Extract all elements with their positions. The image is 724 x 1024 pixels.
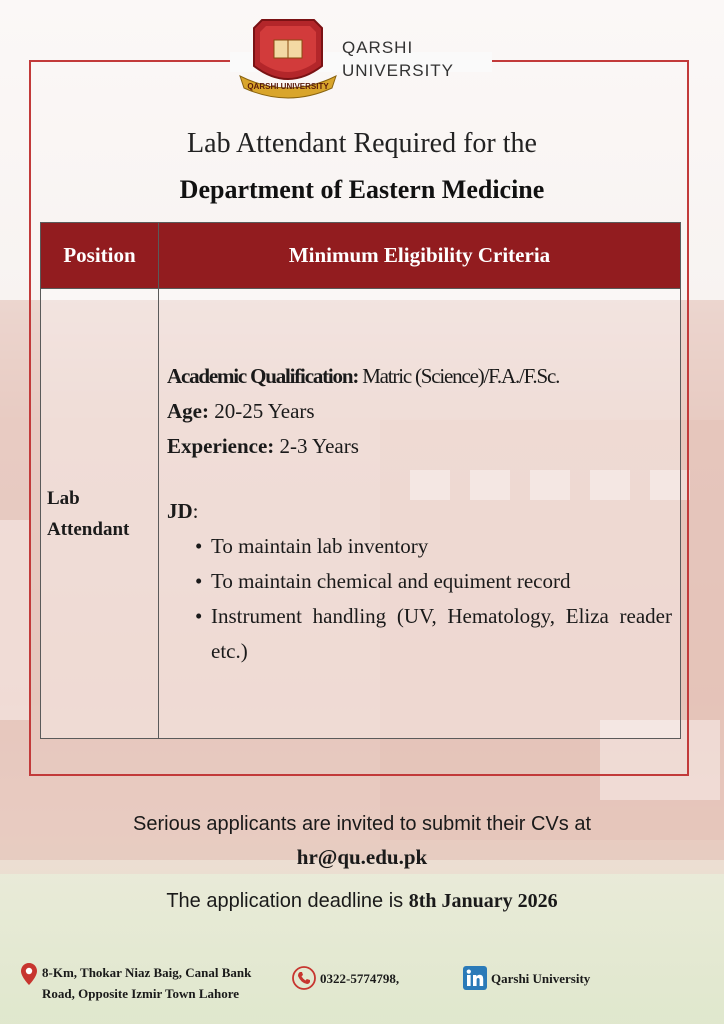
jd-label: JD xyxy=(167,498,193,523)
department-heading: Department of Eastern Medicine xyxy=(179,175,545,204)
criteria-header: Minimum Eligibility Criteria xyxy=(159,223,681,289)
email-link[interactable]: hr@qu.edu.pk xyxy=(296,845,428,869)
list-item: • To maintain lab inventory xyxy=(195,529,672,564)
jd-heading xyxy=(167,494,672,529)
qualification-value: Matric (Science)/F.A./F.Sc. xyxy=(362,363,560,388)
address-text: 8-Km, Thokar Niaz Baig, Canal Bank Road, Opposite Izmir Town Lahore xyxy=(42,965,252,1001)
table-header-row xyxy=(41,223,681,289)
qualification-line xyxy=(167,359,672,394)
phone-icon xyxy=(292,966,316,990)
age-value: 20-25 Years xyxy=(214,398,315,423)
linkedin-block xyxy=(463,966,590,990)
jd-list xyxy=(195,529,672,669)
experience-value: 2-3 Years xyxy=(279,433,359,458)
phone-number[interactable]: 0322-5774798, xyxy=(320,970,400,986)
position-header: Position xyxy=(41,223,159,289)
qarshi-university-logo xyxy=(236,14,340,104)
address-block xyxy=(20,962,254,1004)
position-line2: Attendant xyxy=(47,518,130,540)
criteria-cell xyxy=(159,289,681,739)
experience-label: Experience: xyxy=(167,433,275,458)
qualification-label: Academic Qualification: xyxy=(167,363,359,388)
deadline-prefix: The application deadline is xyxy=(166,890,409,912)
linkedin-link[interactable]: Qarshi University xyxy=(491,970,591,986)
jd-colon: : xyxy=(192,498,199,523)
position-line1: Lab xyxy=(47,487,80,509)
list-item: • To maintain chemical and equiment record xyxy=(195,564,672,599)
deadline-text xyxy=(0,890,724,913)
application-invite-text: Serious applicants are invited to submit their CVs at xyxy=(133,813,591,835)
list-item: • Instrument handling (UV, Hematology, Eliza reader etc.) xyxy=(195,599,672,669)
criteria-table xyxy=(40,222,681,739)
logo-wordmark xyxy=(342,36,454,82)
svg-text:QARSHI UNIVERSITY: QARSHI UNIVERSITY xyxy=(247,82,329,91)
phone-block xyxy=(292,966,399,990)
logo-wordmark-line2: UNIVERSITY xyxy=(342,61,455,80)
contact-footer xyxy=(0,962,724,1024)
experience-line xyxy=(167,429,672,464)
linkedin-icon xyxy=(463,966,487,990)
position-cell xyxy=(41,289,159,739)
logo-wordmark-line1: QARSHI xyxy=(342,38,414,57)
age-line xyxy=(167,394,672,429)
location-pin-icon xyxy=(20,962,38,986)
job-title-heading: Lab Attendant Required for the xyxy=(187,128,537,159)
table-row xyxy=(41,289,681,739)
deadline-date: 8th January 2026 xyxy=(408,890,558,912)
age-label: Age: xyxy=(167,398,209,423)
